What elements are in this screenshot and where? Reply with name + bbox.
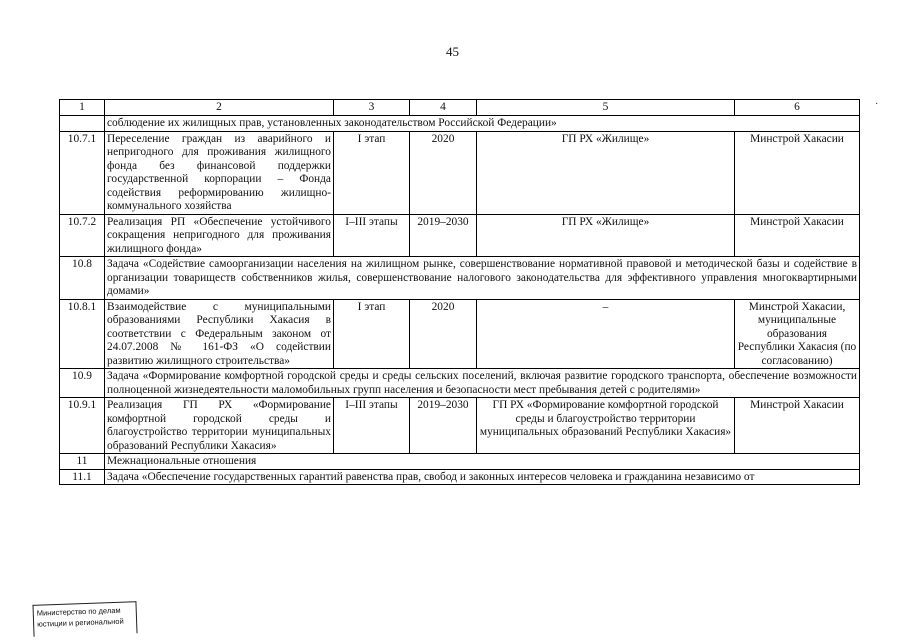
row-number: 10.7.1: [60, 131, 105, 214]
executor-cell: Минстрой Хакасии: [735, 131, 860, 214]
scan-speck: ·: [875, 99, 879, 110]
empty-cell: [60, 116, 105, 132]
measure-name: Взаимодействие с муниципальными образованиями Республики Хакасия в соответствии с Федеральным законом от 24.07.2008 № 161-ФЗ «О содействии развитию жилищного строительства»: [105, 299, 334, 369]
stage-cell: I этап: [334, 131, 410, 214]
executor-cell: Минстрой Хакасии: [735, 214, 860, 257]
registration-stamp: [32, 601, 137, 637]
continuation-row: [60, 116, 860, 132]
program-cell: ГП РХ «Жилище»: [477, 131, 735, 214]
row-number: 10.8.1: [60, 299, 105, 369]
task-text: Задача «Обеспечение государственных гарантий равенства прав, свобод и законных интересов человека и гражданина независимо от: [105, 469, 860, 485]
stage-cell: I–III этапы: [334, 398, 410, 454]
continuation-text: соблюдение их жилищных прав, установленных законодательством Российской Федерации»: [105, 116, 860, 132]
stamp-line: Министерство по делам: [36, 605, 121, 618]
section-row: [60, 454, 860, 470]
column-header: 2: [105, 100, 334, 116]
period-cell: 2019–2030: [410, 398, 477, 454]
column-header: 1: [60, 100, 105, 116]
task-row: [60, 369, 860, 398]
column-header: 4: [410, 100, 477, 116]
table-row: [60, 131, 860, 214]
column-header: 3: [334, 100, 410, 116]
program-cell: ГП РХ «Жилище»: [477, 214, 735, 257]
task-text: Задача «Содействие самоорганизации населения на жилищном рынке, совершенствование нормативной правовой и методической базы и содействие в организации товариществ собственников жилья, совершенствование налогового законодательства для эффективного управления многоквартирными домами»: [105, 257, 860, 300]
row-number: 11.1: [60, 469, 105, 485]
row-number: 10.8: [60, 257, 105, 300]
stage-cell: I–III этапы: [334, 214, 410, 257]
row-number: 10.7.2: [60, 214, 105, 257]
task-row: [60, 469, 860, 485]
period-cell: 2019–2030: [410, 214, 477, 257]
executor-cell: Минстрой Хакасии: [735, 398, 860, 454]
section-title: Межнациональные отношения: [105, 454, 860, 470]
table-row: [60, 398, 860, 454]
program-cell: –: [477, 299, 735, 369]
period-cell: 2020: [410, 131, 477, 214]
measure-name: Переселение граждан из аварийного и непригодного для проживания жилищного фонда без финансовой поддержки государственной корпорации – Фонда содействия реформированию жилищно-коммунального хозяйства: [105, 131, 334, 214]
row-number: 10.9: [60, 369, 105, 398]
row-number: 10.9.1: [60, 398, 105, 454]
task-row: [60, 257, 860, 300]
table-row: [60, 299, 860, 369]
program-cell: ГП РХ «Формирование комфортной городской среды и благоустройство территории муниципальных образований Республики Хакасия»: [477, 398, 735, 454]
row-number: 11: [60, 454, 105, 470]
measure-name: Реализация ГП РХ «Формирование комфортной городской среды и благоустройство территории муниципальных образований Республики Хакасия»: [105, 398, 334, 454]
stamp-line: юстиции и региональной: [36, 616, 124, 629]
table-row: [60, 214, 860, 257]
column-header: 6: [735, 100, 860, 116]
period-cell: 2020: [410, 299, 477, 369]
task-text: Задача «Формирование комфортной городской среды и среды сельских поселений, включая развитие городского транспорта, обеспечение возможности полноценной жизнедеятельности маломобильных групп населения и безопасности мест пребывания детей с родителями»: [105, 369, 860, 398]
column-header: 5: [477, 100, 735, 116]
table-header-row: [60, 100, 860, 116]
page-number: 45: [446, 44, 459, 59]
stage-cell: I этап: [334, 299, 410, 369]
measures-table: [59, 99, 860, 485]
executor-cell: Минстрой Хакасии, муниципальные образования Республики Хакасия (по согласованию): [735, 299, 860, 369]
measure-name: Реализация РП «Обеспечение устойчивого сокращения непригодного для проживания жилищного фонда»: [105, 214, 334, 257]
